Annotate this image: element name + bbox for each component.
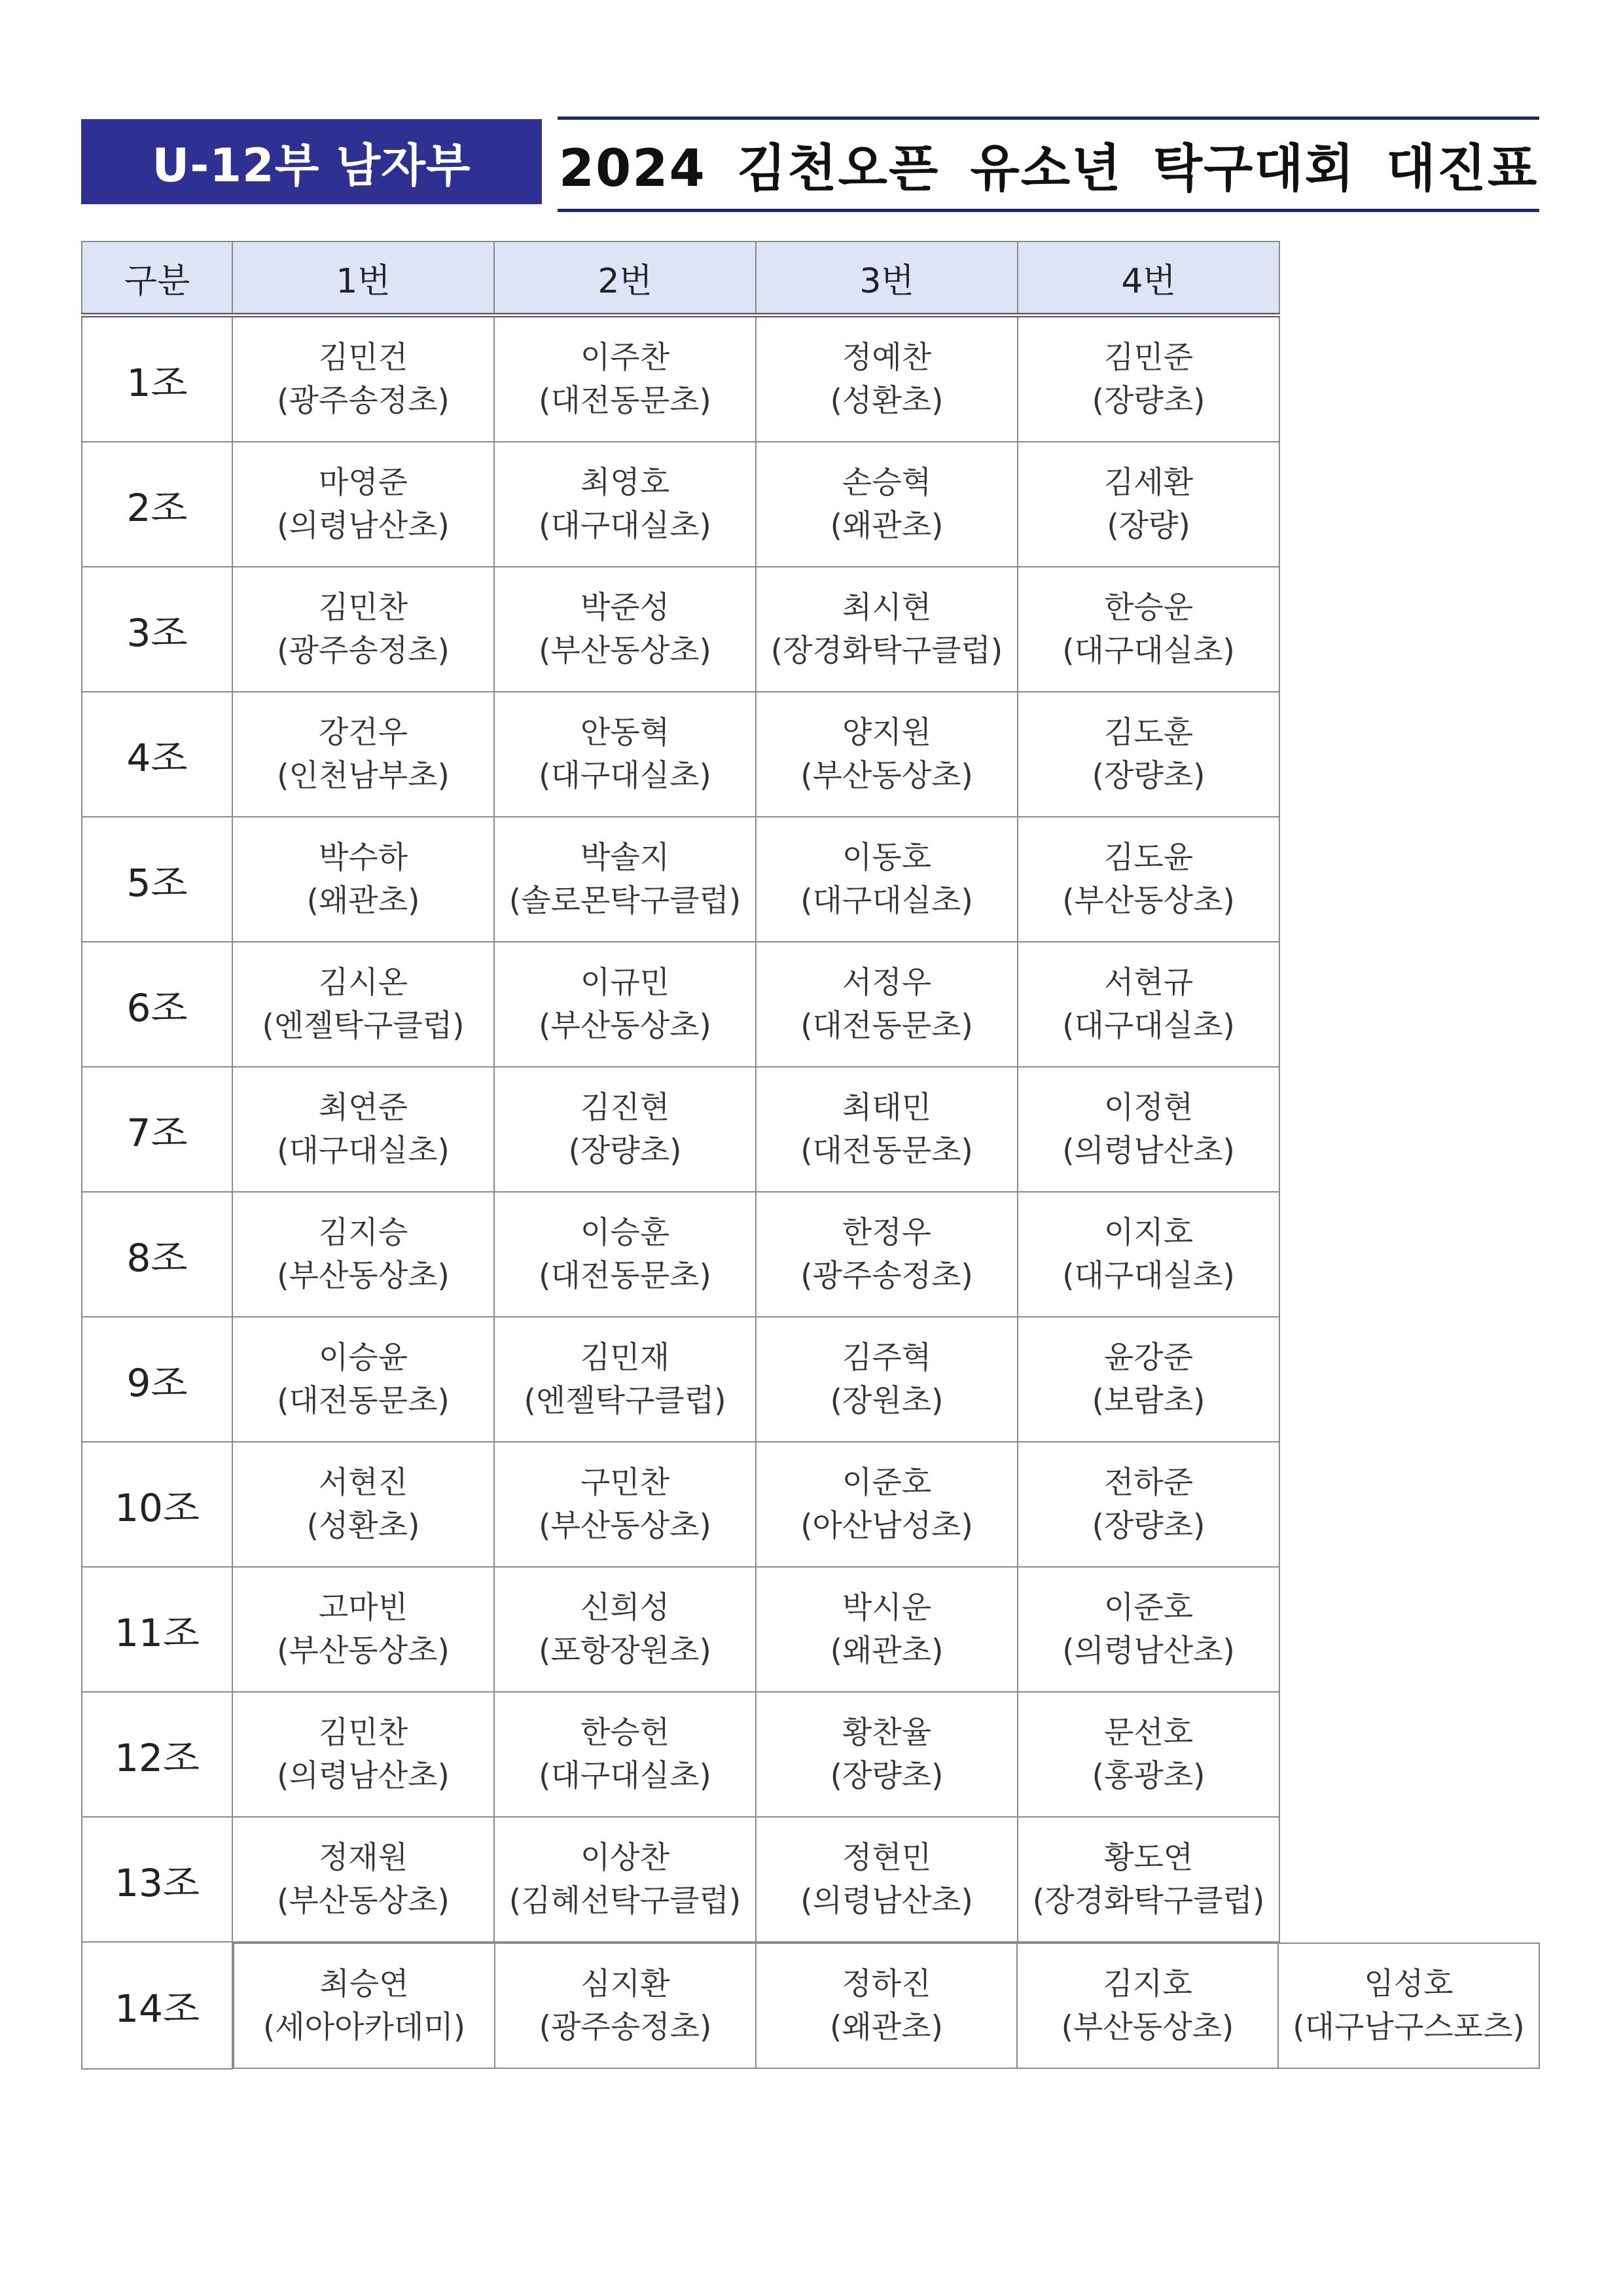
player-club: (대구대실초) (277, 1132, 450, 1169)
player-cell (494, 1817, 756, 1942)
player-club: (대전동문초) (277, 1382, 450, 1419)
player-club: (엔젤탁구클럽) (524, 1382, 726, 1419)
player-club: (대구대실초) (1062, 1007, 1235, 1044)
player-cell (1018, 692, 1279, 817)
player-club: (성환초) (830, 382, 944, 419)
player-cell (234, 1943, 495, 2068)
player-cell (494, 1317, 756, 1442)
player-name: 김민찬 (318, 1714, 408, 1751)
player-name: 이동호 (842, 839, 932, 876)
player-name: 손승혁 (842, 464, 932, 501)
player-club: (부산동상초) (1062, 882, 1235, 919)
player-name: 심지환 (580, 1965, 670, 2002)
player-club: (부산동상초) (539, 1007, 711, 1044)
group-label: 9조 (82, 1317, 232, 1442)
player-cell (1018, 942, 1279, 1067)
player-name: 최태민 (842, 1089, 932, 1126)
player-name: 이지호 (1103, 1214, 1194, 1251)
player-club: (아산남성초) (800, 1507, 973, 1544)
group-row (82, 942, 1540, 1067)
player-cell (756, 1192, 1018, 1317)
player-cell (232, 1192, 494, 1317)
player-cell (494, 1442, 756, 1567)
player-club: (대구대실초) (800, 882, 973, 919)
player-name: 고마빈 (318, 1589, 408, 1626)
player-name: 안동혁 (580, 714, 670, 751)
header-row (82, 242, 1540, 315)
last-group-table (233, 1943, 1540, 2069)
player-club: (대구대실초) (539, 507, 711, 544)
bracket-body (82, 315, 1540, 2070)
player-club: (포항장원초) (539, 1632, 711, 1669)
group-label: 10조 (82, 1442, 232, 1567)
player-name: 윤강준 (1103, 1339, 1194, 1376)
player-club: (왜관초) (830, 2009, 943, 2045)
player-name: 최연준 (318, 1089, 408, 1126)
group-row (82, 567, 1540, 692)
player-name: 김민찬 (318, 589, 408, 626)
player-cell (1018, 1817, 1279, 1942)
player-cell (494, 1067, 756, 1192)
player-name: 전하준 (1103, 1464, 1194, 1501)
group-row (82, 1817, 1540, 1942)
column-header-group: 구분 (82, 242, 232, 315)
group-row-last (82, 1942, 1540, 2069)
player-club: (대전동문초) (800, 1007, 973, 1044)
player-name: 이승훈 (580, 1214, 670, 1251)
player-cell (756, 1567, 1018, 1692)
group-label: 14조 (82, 1942, 232, 2069)
player-club: (의령남산초) (277, 1757, 450, 1794)
player-club: (대구대실초) (1062, 1257, 1235, 1294)
player-name: 황찬율 (842, 1714, 932, 1751)
player-name: 서현진 (318, 1464, 408, 1501)
player-cell (495, 1943, 756, 2068)
group-label: 4조 (82, 692, 232, 817)
group-label: 13조 (82, 1817, 232, 1942)
player-name: 이규민 (580, 964, 670, 1001)
player-name: 이주찬 (580, 339, 670, 376)
player-cell (1018, 817, 1279, 942)
player-club: (왜관초) (306, 882, 420, 919)
player-name: 김도윤 (1103, 839, 1194, 876)
player-cell (1018, 1192, 1279, 1317)
player-name: 마영준 (318, 464, 408, 501)
player-cell (232, 942, 494, 1067)
group-label: 6조 (82, 942, 232, 1067)
player-cell (756, 1692, 1018, 1817)
player-name: 강건우 (318, 714, 408, 751)
player-name: 김도훈 (1103, 714, 1194, 751)
player-club: (의령남산초) (277, 507, 450, 544)
group-row (82, 1192, 1540, 1317)
player-name: 한승운 (1103, 589, 1194, 626)
player-club: (장량초) (1092, 1507, 1205, 1544)
group-row (82, 1317, 1540, 1442)
player-club: (장량초) (830, 1757, 944, 1794)
player-cell (756, 692, 1018, 817)
player-cell (1018, 1317, 1279, 1442)
last-group-row (234, 1943, 1539, 2068)
player-name: 최승연 (319, 1965, 409, 2002)
player-cell (494, 942, 756, 1067)
player-name: 이준호 (1103, 1589, 1194, 1626)
player-cell (1018, 1567, 1279, 1692)
player-name: 최시현 (842, 589, 932, 626)
player-name: 김민준 (1103, 339, 1194, 376)
player-club: (왜관초) (830, 507, 944, 544)
player-club: (세아아카데미) (262, 2009, 466, 2045)
group-label: 2조 (82, 442, 232, 567)
player-club: (솔로몬탁구클럽) (508, 882, 741, 919)
group-label: 8조 (82, 1192, 232, 1317)
player-club: (부산동상초) (539, 632, 711, 669)
player-cell (1018, 1692, 1279, 1817)
group-label: 3조 (82, 567, 232, 692)
player-name: 김민재 (580, 1339, 670, 1376)
player-cell (232, 1817, 494, 1942)
player-cell (494, 567, 756, 692)
player-club: (광주송정초) (539, 2009, 712, 2045)
player-club: (의령남산초) (1062, 1132, 1235, 1169)
division-label: U-12부 남자부 (152, 138, 471, 192)
group-row (82, 1442, 1540, 1567)
player-club: (광주송정초) (277, 382, 450, 419)
player-name: 황도연 (1103, 1839, 1194, 1876)
group-row (82, 817, 1540, 942)
division-badge (81, 119, 542, 204)
player-name: 박수하 (318, 839, 408, 876)
player-name: 양지원 (842, 714, 932, 751)
group-label: 1조 (82, 315, 232, 442)
player-club: (의령남산초) (1062, 1632, 1235, 1669)
player-club: (대구대실초) (1062, 632, 1235, 669)
player-name: 김지호 (1103, 1965, 1192, 2002)
player-name: 박준성 (580, 589, 670, 626)
player-cell (756, 817, 1018, 942)
player-cell (756, 942, 1018, 1067)
player-name: 구민찬 (580, 1464, 670, 1501)
player-cell (232, 1567, 494, 1692)
player-club: (광주송정초) (277, 632, 450, 669)
player-cell (756, 1943, 1017, 2068)
player-club: (대전동문초) (539, 1257, 711, 1294)
bracket-table (81, 241, 1540, 2070)
player-cell (756, 1817, 1018, 1942)
player-club: (부산동상초) (277, 1257, 450, 1294)
player-name: 신희성 (580, 1589, 670, 1626)
player-cell (1018, 442, 1279, 567)
column-header-3: 3번 (756, 242, 1018, 315)
player-name: 이승윤 (318, 1339, 408, 1376)
player-cell (756, 567, 1018, 692)
player-name: 정재원 (318, 1839, 408, 1876)
player-cell (1018, 1067, 1279, 1192)
player-club: (대구남구스포츠) (1293, 2009, 1525, 2045)
column-header-4: 4번 (1018, 242, 1279, 315)
player-cell (232, 567, 494, 692)
player-club: (대전동문초) (539, 382, 711, 419)
player-name: 한정우 (842, 1214, 932, 1251)
player-club: (인천남부초) (277, 757, 450, 794)
group-row (82, 1692, 1540, 1817)
group-label: 12조 (82, 1692, 232, 1817)
group-label: 5조 (82, 817, 232, 942)
player-cell (232, 817, 494, 942)
player-club: (부산동상초) (1061, 2009, 1234, 2045)
player-name: 문선호 (1103, 1714, 1194, 1751)
player-cell (494, 1567, 756, 1692)
player-club: (부산동상초) (277, 1632, 450, 1669)
group-label: 7조 (82, 1067, 232, 1192)
player-name: 정현민 (842, 1839, 932, 1876)
player-club: (왜관초) (830, 1632, 944, 1669)
player-club: (대구대실초) (539, 1757, 711, 1794)
player-name: 김주혁 (842, 1339, 932, 1376)
player-club: (부산동상초) (800, 757, 973, 794)
last-group-cells (232, 1942, 1540, 2069)
player-name: 김지승 (318, 1214, 408, 1251)
player-cell (1017, 1943, 1278, 2068)
group-row (82, 1067, 1540, 1192)
player-cell (1018, 567, 1279, 692)
player-name: 서정우 (842, 964, 932, 1001)
player-club: (장량초) (568, 1132, 682, 1169)
player-club: (성환초) (306, 1507, 420, 1544)
player-cell (1018, 315, 1279, 442)
column-header-2: 2번 (494, 242, 756, 315)
player-club: (엔젤탁구클럽) (262, 1007, 465, 1044)
player-cell (232, 1442, 494, 1567)
player-name: 김시온 (318, 964, 408, 1001)
player-cell (232, 315, 494, 442)
group-row (82, 442, 1540, 567)
group-row (82, 692, 1540, 817)
player-name: 한승헌 (580, 1714, 670, 1751)
player-name: 김진현 (580, 1089, 670, 1126)
player-name: 김세환 (1103, 464, 1194, 501)
player-cell (232, 1067, 494, 1192)
page-title: 2024 김천오픈 유소년 탁구대회 대진표 (558, 139, 1539, 198)
column-header-1: 1번 (232, 242, 494, 315)
player-club: (장경화탁구클럽) (770, 632, 1003, 669)
player-cell (232, 1692, 494, 1817)
player-cell (494, 1192, 756, 1317)
player-club: (장량초) (1092, 382, 1205, 419)
player-cell (1018, 1442, 1279, 1567)
player-cell (756, 442, 1018, 567)
player-club: (광주송정초) (800, 1257, 973, 1294)
player-cell (494, 1692, 756, 1817)
player-club: (부산동상초) (539, 1507, 711, 1544)
player-name: 박솔지 (580, 839, 670, 876)
player-name: 김민건 (318, 339, 408, 376)
player-club: (보람초) (1092, 1382, 1205, 1419)
player-cell (1278, 1943, 1539, 2068)
player-club: (부산동상초) (277, 1882, 450, 1919)
player-club: (홍광초) (1092, 1757, 1205, 1794)
group-row (82, 1567, 1540, 1692)
player-name: 박시운 (842, 1589, 932, 1626)
player-cell (494, 817, 756, 942)
player-name: 이정현 (1103, 1089, 1194, 1126)
player-cell (756, 1067, 1018, 1192)
player-club: (대구대실초) (539, 757, 711, 794)
player-name: 임성호 (1364, 1965, 1454, 2002)
player-club: (장경화탁구클럽) (1032, 1882, 1265, 1919)
group-row (82, 315, 1540, 442)
player-cell (756, 315, 1018, 442)
player-name: 정예찬 (842, 339, 932, 376)
player-cell (232, 442, 494, 567)
player-cell (494, 315, 756, 442)
player-club: (장량) (1107, 507, 1190, 544)
player-club: (대전동문초) (800, 1132, 973, 1169)
player-cell (494, 442, 756, 567)
player-club: (의령남산초) (800, 1882, 973, 1919)
player-cell (232, 1317, 494, 1442)
title-banner (558, 117, 1539, 212)
player-cell (756, 1442, 1018, 1567)
player-name: 최영호 (580, 464, 670, 501)
player-club: (김혜선탁구클럽) (508, 1882, 741, 1919)
player-club: (장량초) (1092, 757, 1205, 794)
player-name: 이상찬 (580, 1839, 670, 1876)
player-cell (232, 692, 494, 817)
player-cell (494, 692, 756, 817)
player-cell (756, 1317, 1018, 1442)
player-name: 서현규 (1103, 964, 1194, 1001)
player-club: (장원초) (830, 1382, 944, 1419)
player-name: 정하진 (842, 1965, 931, 2002)
player-name: 이준호 (842, 1464, 932, 1501)
group-label: 11조 (82, 1567, 232, 1692)
